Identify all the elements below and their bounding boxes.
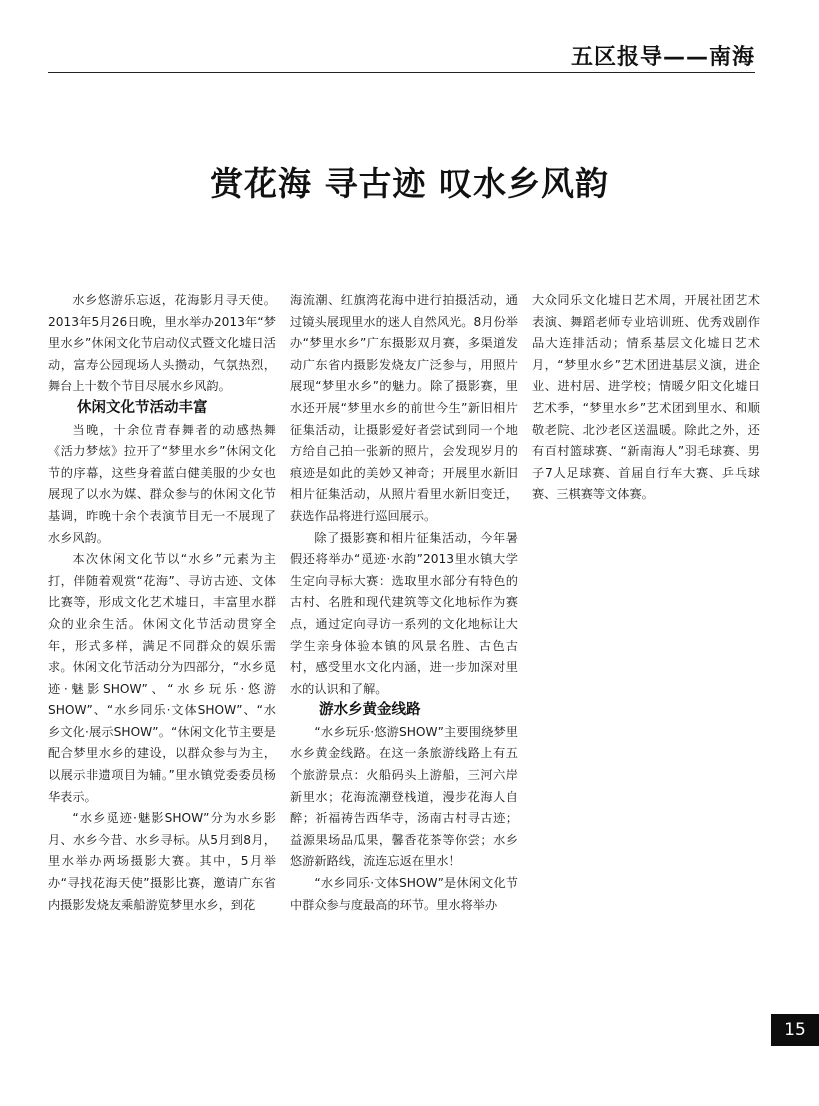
article-column-1 [48,290,276,916]
subheading: 休闲文化节活动丰富 [77,399,208,416]
subheading: 游水乡黄金线路 [319,702,421,719]
article-column-3 [532,290,760,506]
section-title: 五区报导——南海 [570,45,755,70]
paragraph: 本次休闲文化节以“水乡”元素为主打，伴随着观赏“花海”、寻访古迹、文体比赛等，形成文化艺术墟日，丰富里水群众的业余生活。休闲文化节活动贯穿全年，形式多样，满足不同群众的娱乐需求。休闲文化节活动分为四部分，“水乡觅迹·魅影SHOW”、“水乡玩乐·悠游SHOW”、“水乡同乐·文体SHOW”、“水乡文化·展示SHOW”。“休闲文化节主要是配合梦里水乡的建设，以群众参与为主，以展示非遗项目为辅。”里水镇党委委员杨华表示。 [48,552,276,804]
header-rule [48,72,755,73]
paragraph: 当晚，十余位青春舞者的动感热舞《活力梦炫》拉开了“梦里水乡”休闲文化节的序幕，这些身着蓝白健美服的少女也展现了以水为媒、群众参与的休闲文化节基调，昨晚十余个表演节目无一不展现了水乡风韵。 [48,422,276,545]
paragraph: “水乡同乐·文体SHOW”是休闲文化节中群众参与度最高的环节。里水将举办 [290,876,518,912]
paragraph: “水乡觅迹·魅影SHOW”分为水乡影月、水乡今昔、水乡寻标。从5月到8月，里水举办两场摄影大赛。其中，5月举办“寻找花海天使”摄影比赛，邀请广东省内摄影发烧友乘船游览梦里水乡，到花 [48,811,276,912]
paragraph: “水乡玩乐·悠游SHOW”主要围绕梦里水乡黄金线路。在这一条旅游线路上有五个旅游景点：火船码头上游船，三河六岸新里水；花海流潮登栈道，漫步花海人自醉；祈福祷告西华寺，汤南古村寻古迹；益源果场品瓜果，馨香花茶等你尝；水乡悠游新路线，流连忘返在里水！ [290,724,518,869]
paragraph: 大众同乐文化墟日艺术周，开展社团艺术表演、舞蹈老师专业培训班、优秀戏剧作品大连排活动；情系基层文化墟日艺术月，“梦里水乡”艺术团进基层义演，进企业、进村居、进学校；情暖夕阳文化墟日艺术季，“梦里水乡”艺术团到里水、和顺敬老院、北沙老区送温暖。除此之外，还有百村篮球赛、“新南海人”羽毛球赛、男子7人足球赛、首届自行车大赛、乒乓球赛、三棋赛等文体赛。 [532,293,760,502]
paragraph: 海流潮、红旗湾花海中进行拍摄活动，通过镜头展现里水的迷人自然风光。8月份举办“梦里水乡”广东摄影双月赛，多渠道发动广东省内摄影发烧友广泛参与，用照片展现“梦里水乡”的魅力。除了摄影赛，里水还开展“梦里水乡的前世今生”新旧相片征集活动，让摄影爱好者尝试到同一个地方给自己拍一张新的照片，会发现岁月的痕迹是如此的美妙又神奇；开展里水新旧相片征集活动，从照片看里水新旧变迁，获选作品将进行巡回展示。 [290,293,518,523]
page-number: 15 [771,1014,819,1046]
paragraph: 水乡悠游乐忘返，花海影月寻天使。2013年5月26日晚，里水举办2013年“梦里水乡”休闲文化节启动仪式暨文化墟日活动，富寿公园现场人头攒动，气氛热烈，舞台上十数个节目尽展水乡风韵。 [48,293,276,394]
paragraph: 除了摄影赛和相片征集活动，今年暑假还将举办“觅迹·水韵”2013里水镇大学生定向寻标大赛：选取里水部分有特色的古村、名胜和现代建筑等文化地标作为赛点，通过定向寻访一系列的文化地标让大学生亲身体验本镇的风景名胜、古色古村，感受里水文化内涵，进一步加深对里水的认识和了解。 [290,530,518,696]
article-title: 赏花海 寻古迹 叹水乡风韵 [210,164,609,203]
article-column-2 [290,290,518,916]
